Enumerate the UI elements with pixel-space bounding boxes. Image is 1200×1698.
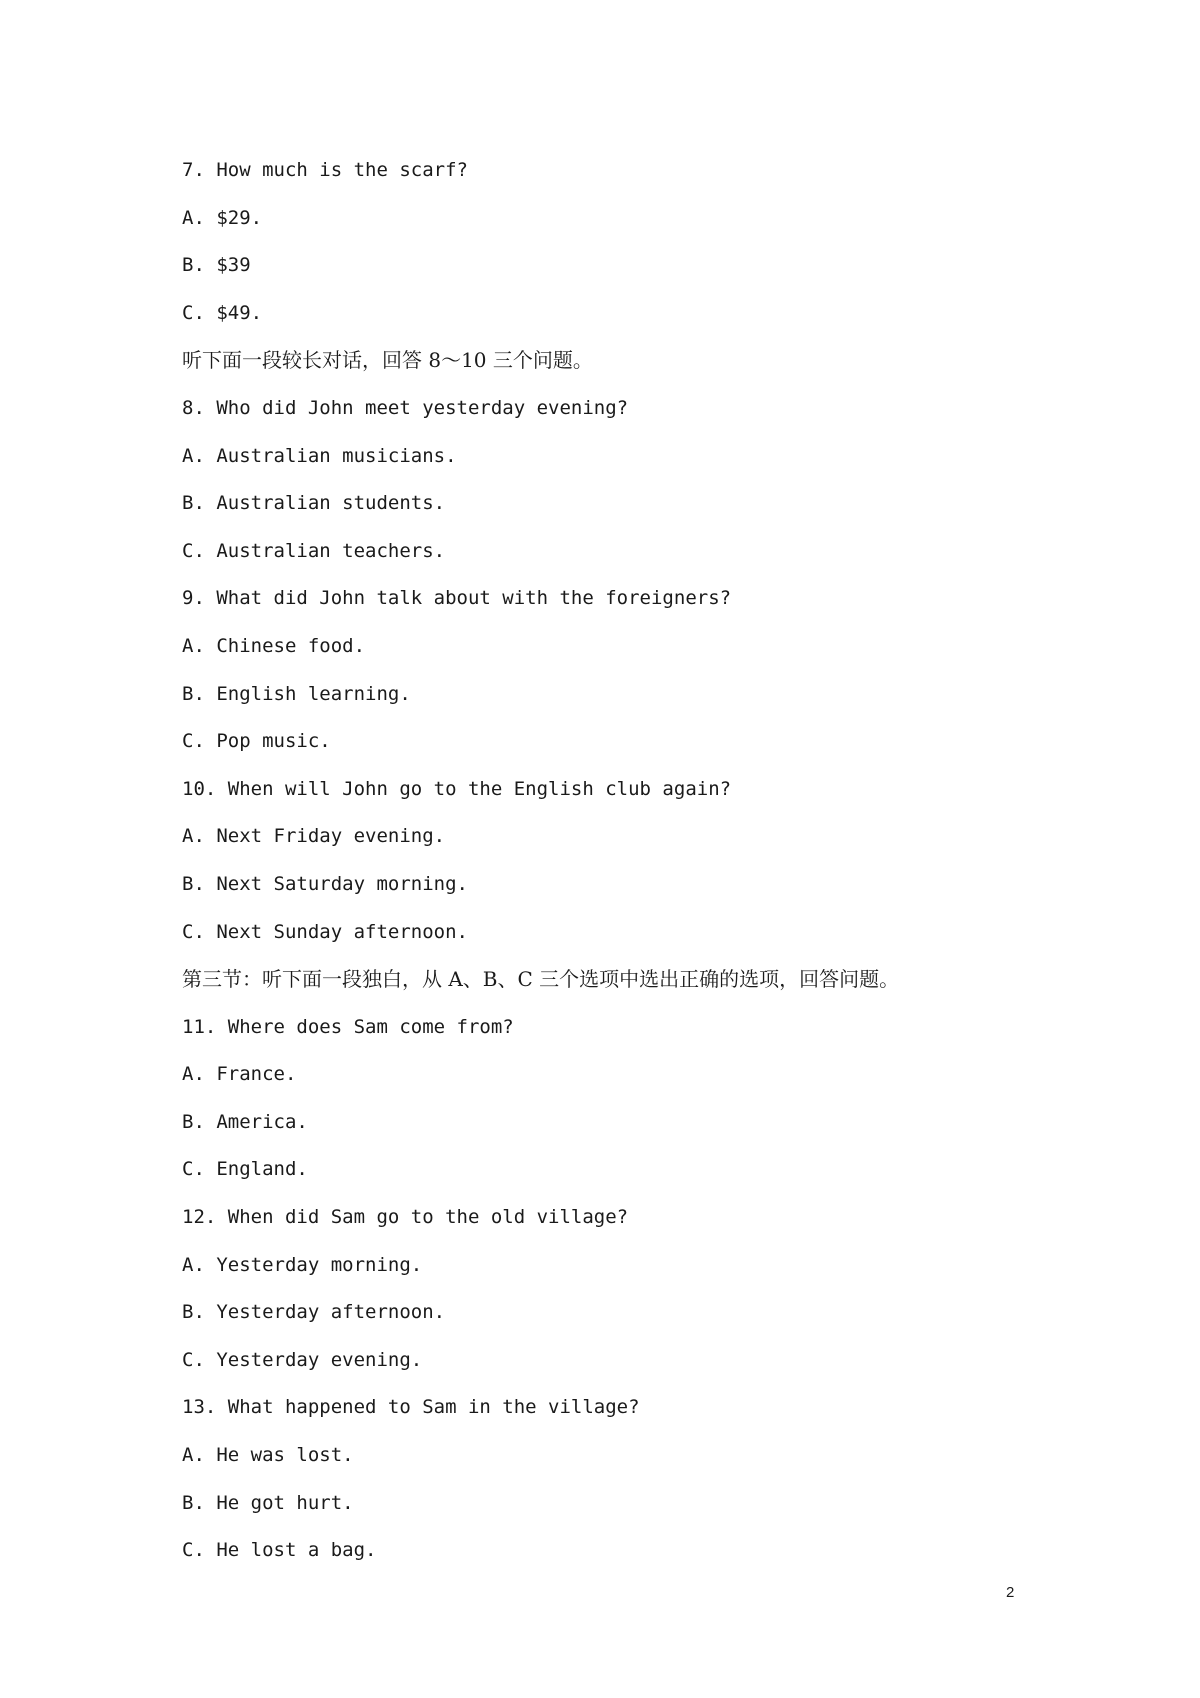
answer-option: A. Yesterday morning. bbox=[182, 1253, 423, 1276]
answer-option: B. America. bbox=[182, 1110, 308, 1133]
question-text: 13. What happened to Sam in the village? bbox=[182, 1396, 640, 1419]
answer-option: A. He was lost. bbox=[182, 1444, 354, 1467]
question-text: 12. When did Sam go to the old village? bbox=[182, 1206, 629, 1229]
answer-option: C. Australian teachers. bbox=[182, 539, 446, 562]
answer-option: A. Australian musicians. bbox=[182, 444, 457, 467]
answer-option: B. Australian students. bbox=[182, 492, 446, 515]
question-text: 9. What did John talk about with the foreigners? bbox=[182, 587, 732, 610]
answer-option: A. France. bbox=[182, 1063, 297, 1086]
answer-option: B. $39 bbox=[182, 254, 251, 277]
answer-option: C. He lost a bag. bbox=[182, 1539, 377, 1562]
answer-option: A. $29. bbox=[182, 206, 263, 229]
answer-option: A. Next Friday evening. bbox=[182, 825, 446, 848]
exam-content bbox=[182, 155, 1082, 1583]
question-text: 8. Who did John meet yesterday evening? bbox=[182, 396, 629, 419]
section-instruction: 第三节：听下面一段独白，从 A、B、C 三个选项中选出正确的选项，回答问题。 bbox=[182, 967, 900, 992]
question-text: 11. Where does Sam come from? bbox=[182, 1015, 514, 1038]
answer-option: B. He got hurt. bbox=[182, 1491, 354, 1514]
page-number: 2 bbox=[1006, 1584, 1015, 1601]
answer-option: A. Chinese food. bbox=[182, 634, 366, 657]
answer-option: C. Pop music. bbox=[182, 730, 331, 753]
answer-option: C. England. bbox=[182, 1158, 308, 1181]
answer-option: C. Next Sunday afternoon. bbox=[182, 920, 468, 943]
answer-option: B. English learning. bbox=[182, 682, 411, 705]
question-text: 7. How much is the scarf? bbox=[182, 159, 468, 181]
answer-option: C. $49. bbox=[182, 301, 263, 324]
question-text: 10. When will John go to the English club again? bbox=[182, 777, 732, 800]
section-instruction: 听下面一段较长对话，回答 8～10 三个问题。 bbox=[182, 348, 593, 373]
answer-option: B. Yesterday afternoon. bbox=[182, 1301, 446, 1324]
answer-option: C. Yesterday evening. bbox=[182, 1348, 423, 1371]
answer-option: B. Next Saturday morning. bbox=[182, 872, 468, 895]
